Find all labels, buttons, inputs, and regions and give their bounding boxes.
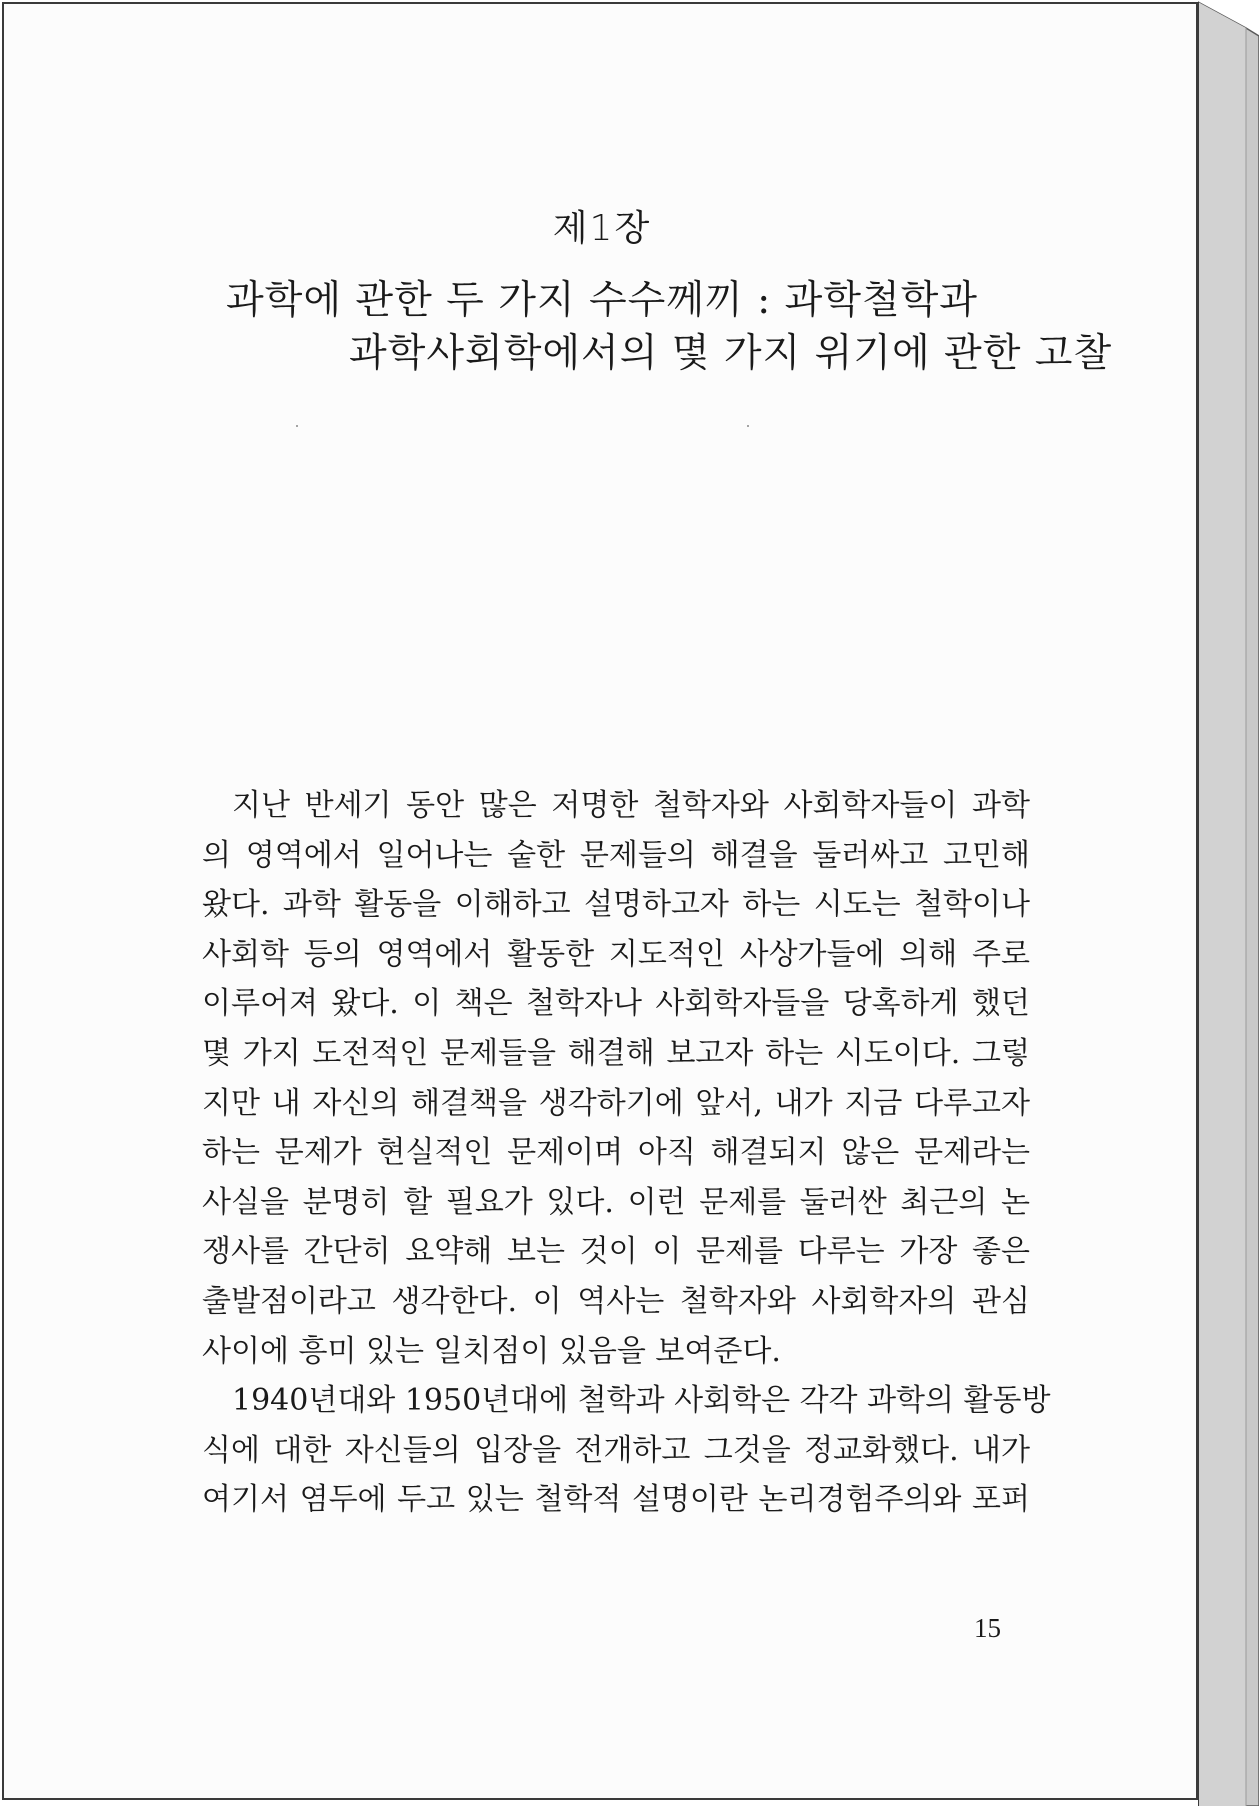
text-line: 하는 문제가 현실적인 문제이며 아직 해결되지 않은 문제라는 [202, 1135, 1030, 1171]
text-line: 사회학 등의 영역에서 활동한 지도적인 사상가들에 의해 주로 [202, 936, 1030, 972]
text-line: 이루어져 왔다. 이 책은 철학자나 사회학자들을 당혹하게 했던 [202, 986, 1030, 1022]
text-line: 왔다. 과학 활동을 이해하고 설명하고자 하는 시도는 철학이나 [202, 887, 1030, 923]
text-line: 여기서 염두에 두고 있는 철학적 설명이란 논리경험주의와 포퍼 [202, 1482, 1030, 1518]
text-line: 쟁사를 간단히 요약해 보는 것이 이 문제를 다루는 가장 좋은 [202, 1234, 1030, 1270]
body-text [202, 781, 1051, 1525]
print-speck [747, 425, 749, 427]
page-number: 15 [974, 1613, 1001, 1643]
text-line: 출발점이라고 생각한다. 이 역사는 철학자와 사회학자의 관심 [202, 1283, 1030, 1319]
chapter-title-line-2: 과학사회학에서의 몇 가지 위기에 관한 고찰 [349, 331, 1113, 376]
chapter-title-line-1: 과학에 관한 두 가지 수수께끼 : 과학철학과 [226, 278, 978, 323]
paragraph-1 [202, 781, 1030, 1376]
text-line: 사이에 흥미 있는 일치점이 있음을 보여준다. [202, 1333, 781, 1369]
text-line: 사실을 분명히 할 필요가 있다. 이런 문제를 둘러싼 최근의 논 [202, 1184, 1030, 1220]
text-line: 1940년대와 1950년대에 철학과 사회학은 각각 과학의 활동방 [232, 1383, 1051, 1419]
text-line: 의 영역에서 일어나는 숱한 문제들의 해결을 둘러싸고 고민해 [202, 837, 1030, 873]
text-line: 식에 대한 자신들의 입장을 전개하고 그것을 정교화했다. 내가 [202, 1432, 1030, 1468]
text-line: 지난 반세기 동안 많은 저명한 철학자와 사회학자들이 과학 [232, 788, 1030, 823]
chapter-label: 제1장 [552, 208, 652, 249]
paragraph-2 [202, 1376, 1051, 1525]
book-page [2, 2, 1198, 1800]
book-edge [1198, 0, 1259, 1806]
print-speck [296, 425, 298, 427]
text-line: 지만 내 자신의 해결책을 생각하기에 앞서, 내가 지금 다루고자 [202, 1085, 1030, 1121]
text-line: 몇 가지 도전적인 문제들을 해결해 보고자 하는 시도이다. 그렇 [202, 1035, 1030, 1071]
